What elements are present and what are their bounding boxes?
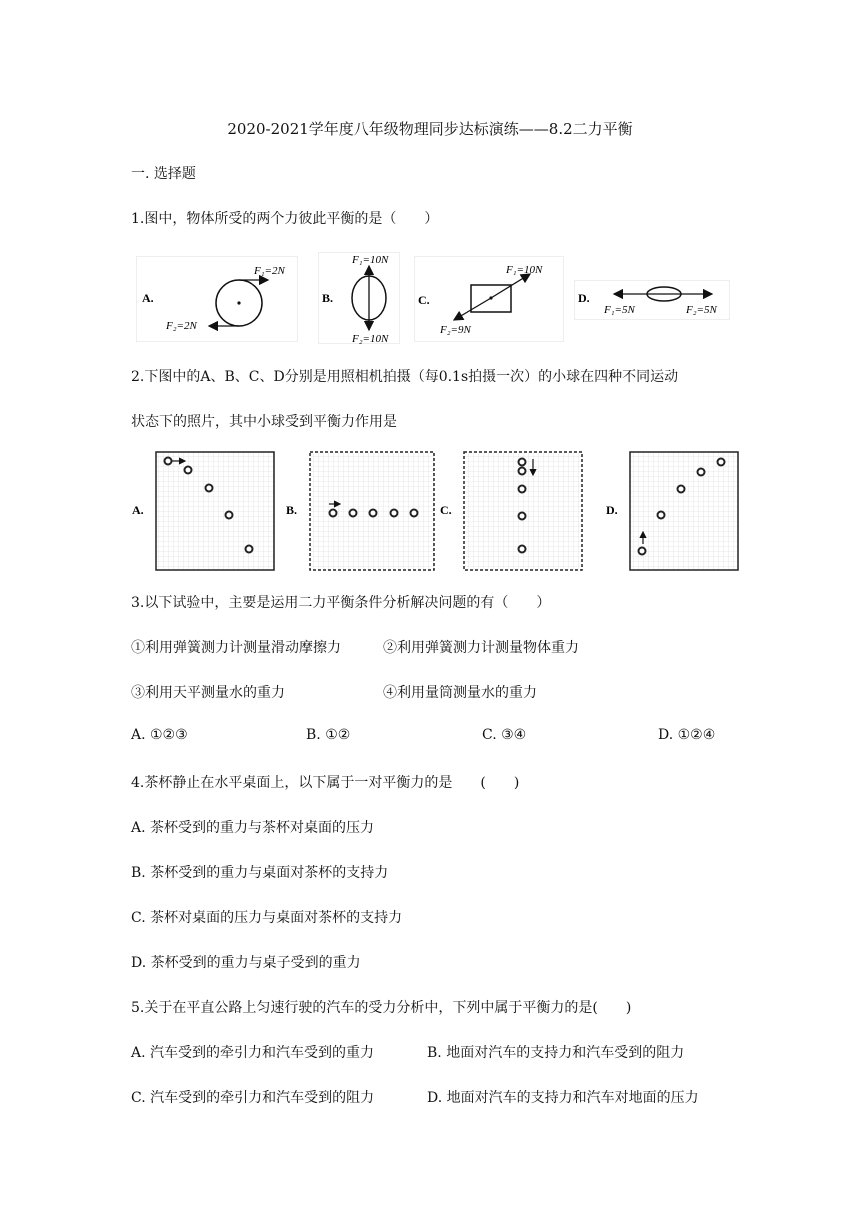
q3-option-d: D. ①②④: [658, 727, 716, 743]
panel-d-label: D.: [606, 503, 618, 517]
f2-label: F₂=10N: [352, 333, 389, 344]
f2-label: F₂=5N: [686, 304, 717, 316]
question-3-stem: 3.以下试验中，主要是运用二力平衡条件分析解决问题的有（ ）: [131, 595, 551, 611]
f1-label: F₁=5N: [604, 304, 635, 316]
q5-option-b: B. 地面对汽车的支持力和汽车受到的阻力: [427, 1045, 685, 1061]
q1-figure-c: [414, 256, 564, 342]
q5-option-c: C. 汽车受到的牵引力和汽车受到的阻力: [131, 1090, 375, 1106]
q3-item-3: ③利用天平测量水的重力: [131, 685, 285, 701]
f1-label: F₁=10N: [506, 264, 543, 276]
q5-option-a: A. 汽车受到的牵引力和汽车受到的重力: [131, 1045, 375, 1061]
f1-label: F₁=10N: [352, 254, 389, 266]
q3-option-a: A. ①②③: [131, 727, 188, 743]
q3-option-c: C. ③④: [482, 727, 527, 743]
q1-figure-a: [136, 256, 298, 342]
question-5-stem: 5.关于在平直公路上匀速行驶的汽车的受力分析中，下列中属于平衡力的是( ): [131, 1000, 632, 1016]
page-title: 2020-2021学年度八年级物理同步达标演练——8.2二力平衡: [227, 120, 633, 138]
q1-figure-b: [318, 252, 400, 344]
question-4-stem: 4.茶杯静止在水平桌面上，以下属于一对平衡力的是 ( ): [131, 775, 520, 791]
q3-item-4: ④利用量筒测量水的重力: [383, 685, 537, 701]
q4-option-d: D. 茶杯受到的重力与桌子受到的重力: [131, 955, 361, 971]
question-2-stem-line1: 2.下图中的A、B、C、D分别是用照相机拍摄（每0.1s拍摄一次）的小球在四种不同运动: [131, 369, 679, 385]
fig-a-label: A.: [142, 291, 154, 305]
question-1-stem: 1.图中，物体所受的两个力彼此平衡的是（ ）: [131, 211, 439, 227]
question-2-stem-line2: 状态下的照片，其中小球受到平衡力作用是: [131, 414, 397, 430]
panel-c-label: C.: [440, 503, 452, 517]
q3-option-b: B. ①②: [306, 727, 351, 743]
q4-option-c: C. 茶杯对桌面的压力与桌面对茶杯的支持力: [131, 910, 403, 926]
section-heading: 一. 选择题: [131, 166, 196, 182]
q3-item-1: ①利用弹簧测力计测量滑动摩擦力: [131, 640, 341, 656]
q5-option-d: D. 地面对汽车的支持力和汽车对地面的压力: [427, 1090, 699, 1106]
fig-d-label: D.: [578, 291, 590, 305]
panel-a-label: A.: [132, 503, 144, 517]
q3-item-2: ②利用弹簧测力计测量物体重力: [383, 640, 579, 656]
q1-figure-d: [574, 280, 730, 320]
q4-option-b: B. 茶杯受到的重力与桌面对茶杯的支持力: [131, 865, 389, 881]
fig-c-label: C.: [418, 293, 430, 307]
panel-b-label: B.: [286, 503, 298, 517]
q4-option-a: A. 茶杯受到的重力与茶杯对桌面的压力: [131, 820, 375, 836]
f1-label: F₁=2N: [254, 265, 285, 277]
fig-b-label: B.: [322, 291, 334, 305]
center-dot: [237, 301, 240, 304]
f2-label: F₂=9N: [440, 324, 471, 336]
q2-photo-panels: [128, 446, 744, 576]
panel-a-frame: [156, 452, 274, 570]
f2-label: F₂=2N: [166, 320, 197, 332]
